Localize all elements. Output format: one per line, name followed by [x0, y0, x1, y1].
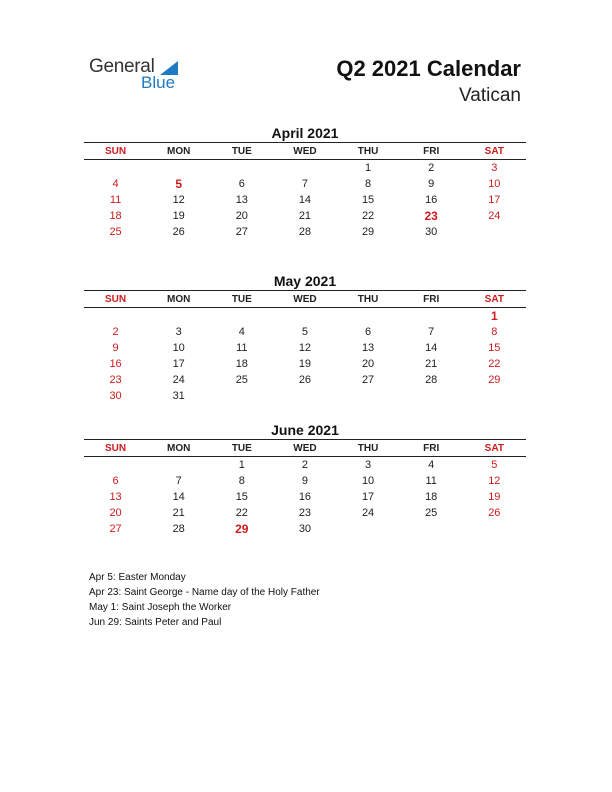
week-row	[84, 340, 526, 356]
weekday-thu: THU	[357, 145, 379, 157]
day-cell: 22	[488, 358, 501, 370]
holiday-note: Apr 5: Easter Monday	[89, 572, 186, 583]
day-cell: 19	[488, 491, 501, 503]
day-cell: 29	[361, 226, 375, 238]
day-cell: 9	[112, 342, 119, 354]
brand-logo	[89, 56, 189, 96]
month-april	[84, 125, 526, 240]
week-row	[84, 324, 526, 340]
day-cell: 19	[298, 358, 312, 370]
weekday-tue: TUE	[231, 293, 252, 305]
country-name: Vatican	[459, 85, 521, 106]
weekday-sat: SAT	[484, 293, 504, 305]
day-cell: 11	[425, 475, 437, 487]
weekday-header	[84, 142, 526, 160]
month-title: April 2021	[271, 125, 339, 141]
day-cell: 4	[112, 178, 119, 190]
day-cell: 23	[424, 209, 438, 223]
day-cell: 27	[361, 374, 375, 386]
weekday-tue: TUE	[231, 145, 252, 157]
day-cell: 23	[298, 507, 312, 519]
day-cell: 8	[491, 326, 498, 338]
day-cell: 21	[172, 507, 185, 519]
day-cell: 1	[490, 309, 498, 323]
logo-general-text: General	[89, 56, 155, 77]
holiday-notes	[89, 570, 320, 630]
day-cell: 3	[491, 162, 498, 174]
month-may	[84, 273, 526, 404]
day-cell: 20	[235, 210, 248, 222]
week-row	[84, 160, 526, 176]
day-cell: 13	[109, 491, 122, 503]
day-cell: 29	[235, 522, 249, 536]
day-cell: 18	[425, 491, 438, 503]
day-cell: 12	[298, 342, 312, 354]
day-cell: 24	[361, 507, 375, 519]
weekday-mon: MON	[167, 293, 191, 305]
day-cell: 13	[361, 342, 375, 354]
weekday-wed: WED	[293, 293, 317, 305]
weekday-fri: FRI	[423, 145, 440, 157]
month-title: June 2021	[271, 422, 339, 438]
holiday-note: May 1: Saint Joseph the Worker	[89, 602, 232, 613]
weekday-sun: SUN	[105, 442, 127, 454]
month-june	[84, 422, 526, 537]
weekday-sat: SAT	[484, 442, 504, 454]
day-cell: 23	[109, 374, 122, 386]
day-cell: 16	[425, 194, 438, 206]
day-cell: 28	[425, 374, 438, 386]
day-cell: 24	[488, 210, 501, 222]
weekday-thu: THU	[357, 293, 379, 305]
day-cell: 30	[425, 226, 438, 238]
day-cell: 20	[361, 358, 375, 370]
holiday-note: Apr 23: Saint George - Name day of the Holy Father	[89, 587, 320, 598]
week-row	[84, 192, 526, 208]
day-cell: 14	[172, 491, 185, 503]
day-cell: 7	[428, 326, 435, 338]
weekday-sat: SAT	[484, 145, 504, 157]
weekday-header	[84, 439, 526, 457]
day-cell: 9	[301, 475, 308, 487]
day-cell: 30	[298, 523, 312, 535]
day-cell: 25	[235, 374, 248, 386]
day-cell: 18	[235, 358, 248, 370]
day-cell: 31	[172, 390, 185, 402]
day-cell: 17	[488, 194, 501, 206]
month-title: May 2021	[273, 273, 337, 289]
day-cell: 30	[109, 390, 122, 402]
day-cell: 4	[238, 326, 245, 338]
day-cell: 29	[488, 374, 501, 386]
day-cell: 18	[109, 210, 122, 222]
day-cell: 8	[365, 178, 372, 190]
logo-blue-text: Blue	[141, 73, 176, 92]
day-cell: 1	[238, 459, 245, 471]
day-cell: 11	[236, 342, 248, 354]
weekday-wed: WED	[293, 442, 317, 454]
day-cell: 9	[428, 178, 435, 190]
day-cell: 13	[235, 194, 248, 206]
weekday-wed: WED	[293, 145, 317, 157]
week-row	[84, 505, 526, 521]
weekday-mon: MON	[167, 442, 191, 454]
day-cell: 27	[235, 226, 248, 238]
day-cell: 28	[172, 523, 185, 535]
day-cell: 26	[488, 507, 501, 519]
day-cell: 27	[109, 523, 122, 535]
day-cell: 10	[488, 178, 501, 190]
day-cell: 16	[109, 358, 122, 370]
week-row	[84, 176, 526, 192]
day-cell: 14	[298, 194, 312, 206]
day-cell: 15	[235, 491, 248, 503]
day-cell: 5	[301, 326, 308, 338]
day-cell: 15	[488, 342, 501, 354]
week-row	[84, 457, 526, 473]
day-cell: 11	[109, 194, 122, 206]
holiday-note: Jun 29: Saints Peter and Paul	[89, 617, 222, 628]
day-cell: 6	[238, 178, 245, 190]
week-row	[84, 208, 526, 224]
week-row	[84, 224, 526, 240]
weekday-sun: SUN	[105, 145, 127, 157]
day-cell: 4	[428, 459, 435, 471]
day-cell: 24	[172, 374, 185, 386]
day-cell: 6	[365, 326, 372, 338]
day-cell: 22	[361, 210, 375, 222]
day-cell: 21	[425, 358, 438, 370]
day-cell: 5	[175, 177, 183, 191]
day-cell: 25	[425, 507, 438, 519]
day-cell: 17	[172, 358, 185, 370]
day-cell: 10	[172, 342, 185, 354]
day-cell: 19	[172, 210, 185, 222]
day-cell: 2	[112, 326, 119, 338]
day-cell: 14	[425, 342, 438, 354]
day-cell: 6	[112, 475, 119, 487]
weekday-mon: MON	[167, 145, 191, 157]
day-cell: 7	[175, 475, 182, 487]
day-cell: 26	[172, 226, 185, 238]
day-cell: 17	[361, 491, 375, 503]
day-cell: 25	[109, 226, 122, 238]
day-cell: 3	[365, 459, 372, 471]
day-cell: 1	[365, 162, 372, 174]
weekday-fri: FRI	[423, 442, 440, 454]
weekday-thu: THU	[357, 442, 379, 454]
weekday-sun: SUN	[105, 293, 127, 305]
day-cell: 22	[235, 507, 248, 519]
day-cell: 5	[491, 459, 498, 471]
day-cell: 26	[298, 374, 312, 386]
week-row	[84, 372, 526, 388]
day-cell: 15	[361, 194, 375, 206]
day-cell: 16	[298, 491, 312, 503]
week-row	[84, 308, 526, 324]
day-cell: 10	[361, 475, 375, 487]
week-row	[84, 489, 526, 505]
page-title: Q2 2021 Calendar	[336, 56, 521, 81]
week-row	[84, 473, 526, 489]
week-row	[84, 388, 526, 404]
week-row	[84, 521, 526, 537]
day-cell: 28	[298, 226, 312, 238]
day-cell: 12	[172, 194, 185, 206]
day-cell: 12	[488, 475, 501, 487]
day-cell: 2	[301, 459, 308, 471]
weekday-fri: FRI	[423, 293, 440, 305]
weekday-tue: TUE	[231, 442, 252, 454]
day-cell: 2	[428, 162, 435, 174]
day-cell: 21	[298, 210, 312, 222]
weekday-header	[84, 290, 526, 308]
day-cell: 8	[238, 475, 245, 487]
day-cell: 20	[109, 507, 122, 519]
day-cell: 7	[301, 178, 308, 190]
week-row	[84, 356, 526, 372]
day-cell: 3	[175, 326, 182, 338]
